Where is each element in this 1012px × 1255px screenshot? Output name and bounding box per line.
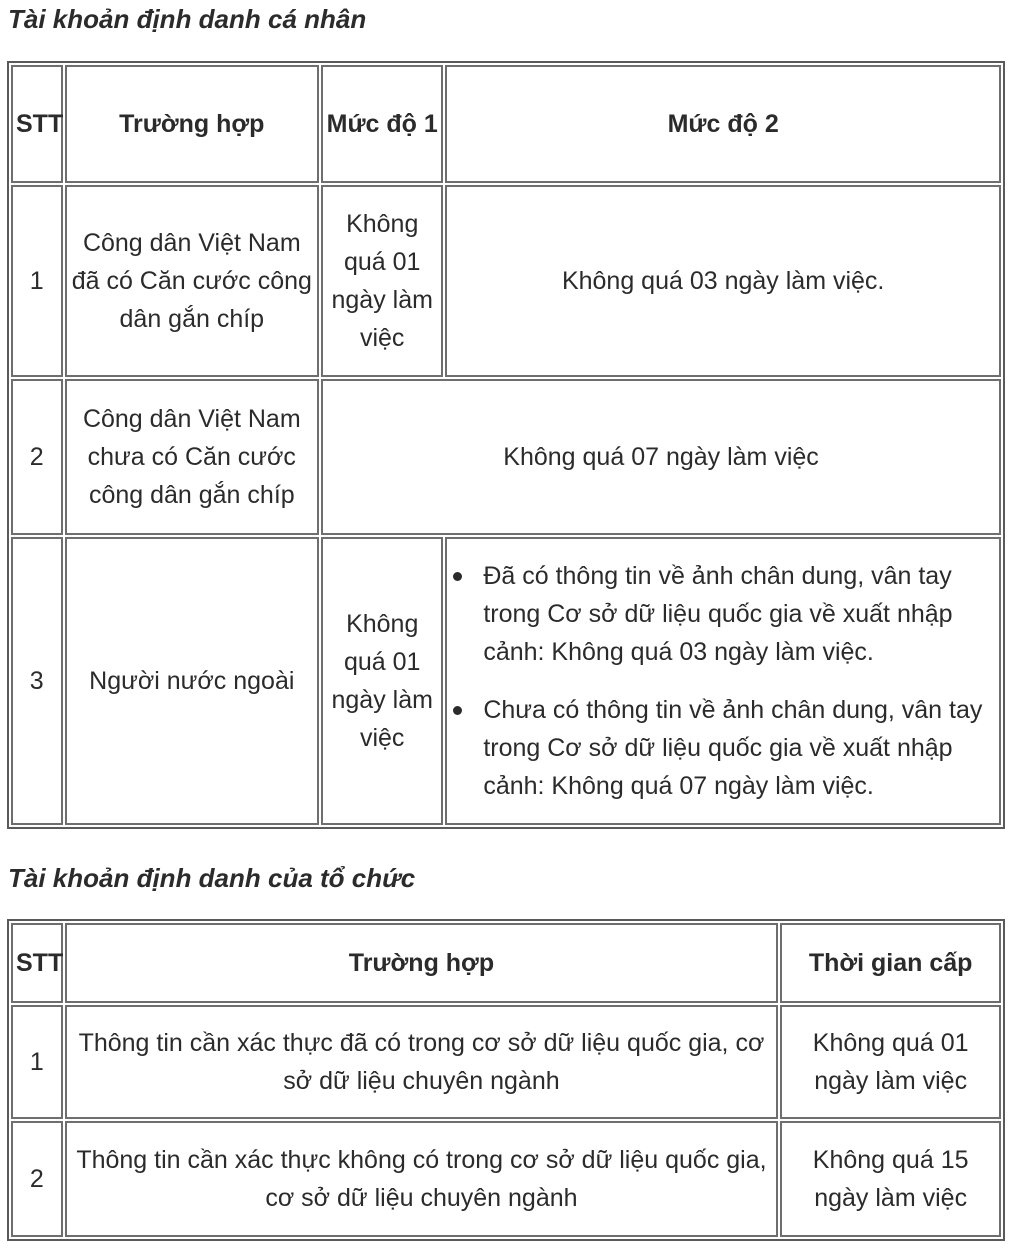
bullet-icon [453, 706, 462, 715]
table-row [11, 1005, 1001, 1119]
level2-bullet-list [451, 557, 995, 805]
cell-stt: 1 [11, 185, 63, 377]
section-title-personal: Tài khoản định danh cá nhân [8, 4, 367, 34]
cell-level1: Không quá 01 ngày làm việc [321, 537, 443, 825]
table-row [11, 185, 1001, 377]
list-item-text: Chưa có thông tin về ảnh chân dung, vân tay trong Cơ sở dữ liệu quốc gia về xuất nhập cảnh: Không quá 07 ngày làm việc. [483, 696, 983, 800]
table-header-row [11, 923, 1001, 1003]
personal-account-table [7, 61, 1005, 829]
cell-case: Người nước ngoài [65, 537, 320, 825]
cell-case: Thông tin cần xác thực đã có trong cơ sở dữ liệu quốc gia, cơ sở dữ liệu chuyên ngành [65, 1005, 779, 1119]
table-row [11, 537, 1001, 825]
list-item-text: Đã có thông tin về ảnh chân dung, vân tay trong Cơ sở dữ liệu quốc gia về xuất nhập cảnh: Không quá 03 ngày làm việc. [483, 562, 953, 666]
organization-account-table [7, 919, 1005, 1241]
cell-time: Không quá 15 ngày làm việc [780, 1121, 1001, 1237]
cell-case: Công dân Việt Nam đã có Căn cước công dân gắn chíp [65, 185, 320, 377]
cell-stt: 3 [11, 537, 63, 825]
header-stt: STT [11, 65, 63, 183]
cell-time: Không quá 01 ngày làm việc [780, 1005, 1001, 1119]
header-level1: Mức độ 1 [321, 65, 443, 183]
table-header-row [11, 65, 1001, 183]
cell-merged-levels: Không quá 07 ngày làm việc [321, 379, 1001, 535]
section-title-organization: Tài khoản định danh của tổ chức [8, 863, 416, 893]
table-row [11, 379, 1001, 535]
header-stt: STT [11, 923, 63, 1003]
cell-stt: 2 [11, 1121, 63, 1237]
cell-level1: Không quá 01 ngày làm việc [321, 185, 443, 377]
list-item [451, 557, 995, 671]
cell-case: Thông tin cần xác thực không có trong cơ sở dữ liệu quốc gia, cơ sở dữ liệu chuyên ngành [65, 1121, 779, 1237]
cell-case: Công dân Việt Nam chưa có Căn cước công dân gắn chíp [65, 379, 320, 535]
cell-level2-list [445, 537, 1001, 825]
cell-stt: 1 [11, 1005, 63, 1119]
cell-stt: 2 [11, 379, 63, 535]
bullet-icon [453, 572, 462, 581]
table-row [11, 1121, 1001, 1237]
list-item [451, 691, 995, 805]
cell-level2: Không quá 03 ngày làm việc. [445, 185, 1001, 377]
header-case: Trường hợp [65, 65, 320, 183]
header-level2: Mức độ 2 [445, 65, 1001, 183]
header-time: Thời gian cấp [780, 923, 1001, 1003]
header-case: Trường hợp [65, 923, 779, 1003]
